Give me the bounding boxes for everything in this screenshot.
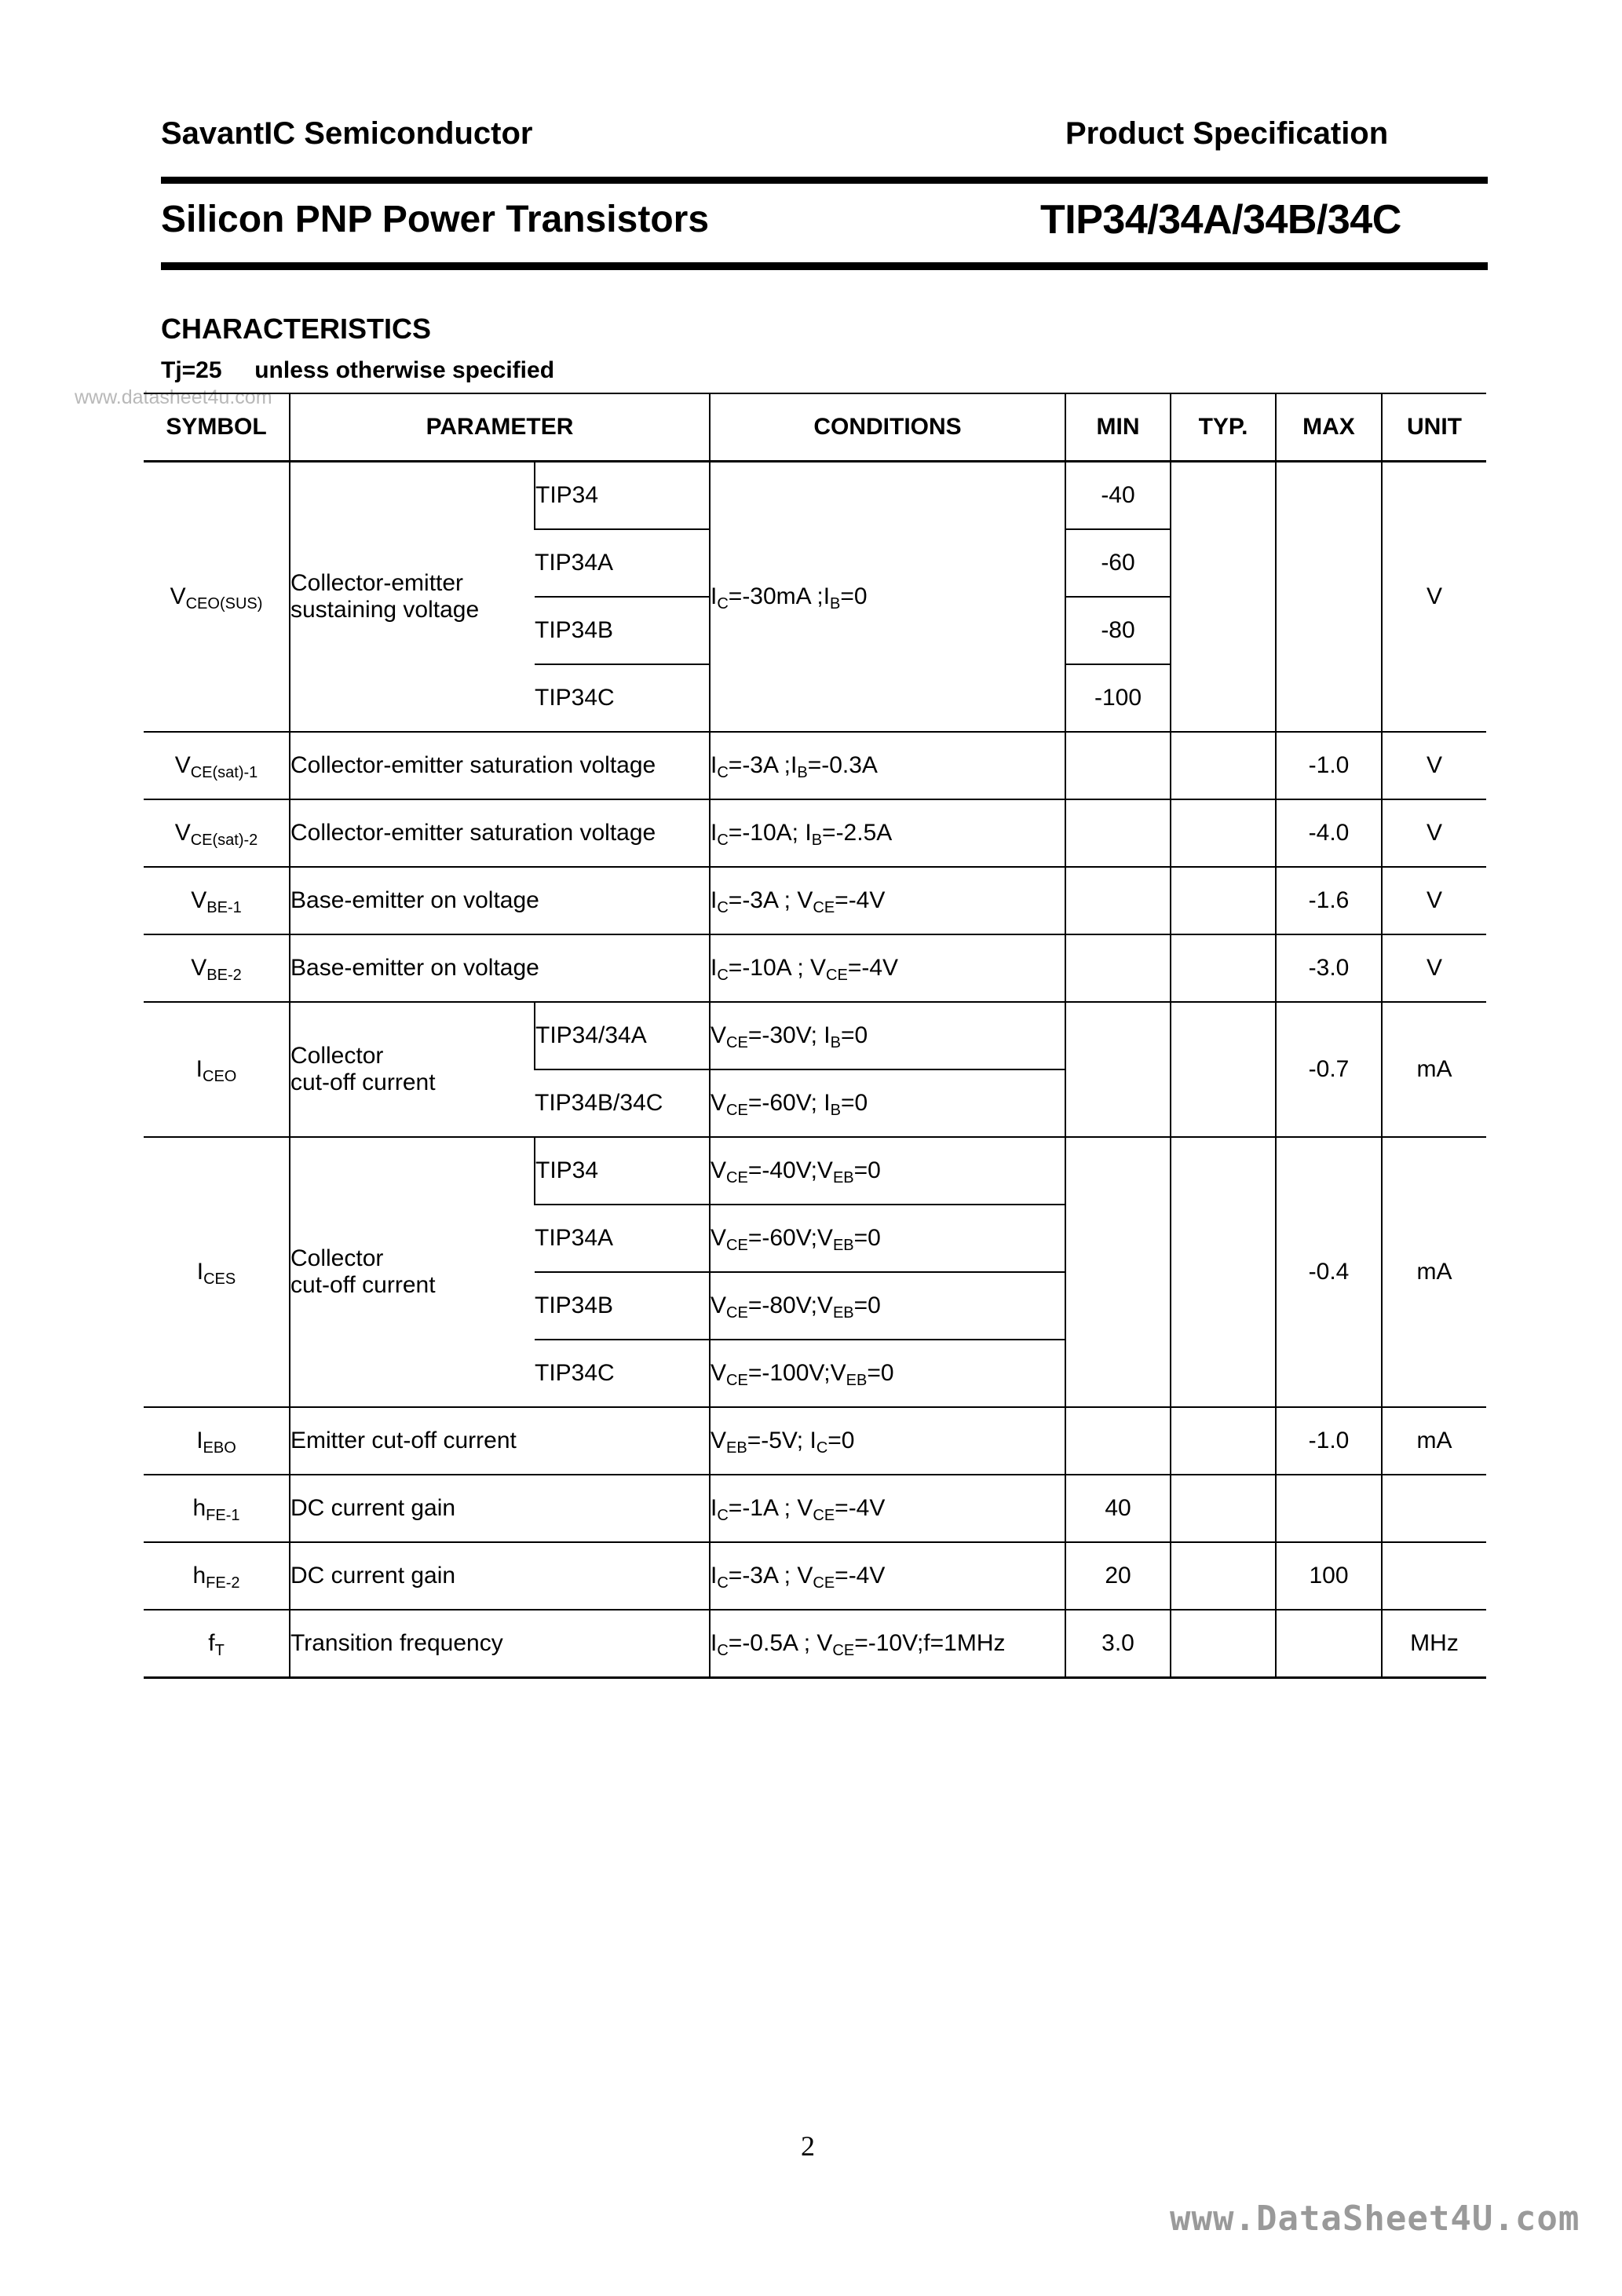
doc-type: Product Specification bbox=[1065, 116, 1389, 151]
table-row bbox=[144, 934, 1486, 1002]
symbol-cell: $V_{CEO(SUS)}$ bbox=[144, 462, 290, 733]
variant-cell: TIP34C bbox=[535, 664, 710, 732]
table-row bbox=[144, 799, 1486, 867]
parameter-cell: Collector cut-off current bbox=[290, 1137, 535, 1407]
symbol-cell: $h_{FE-1}$ bbox=[144, 1475, 290, 1542]
conditions-cell: $I_C=-0.5A$ ; $V_{CE}=-10V;f=1MHz$ bbox=[710, 1610, 1065, 1678]
variant-cell: TIP34 bbox=[535, 462, 710, 530]
conditions-cell: $V_{CE}=-80V;V_{EB}=0$ bbox=[710, 1272, 1065, 1340]
max-cell bbox=[1276, 462, 1382, 733]
symbol-cell: $V_{BE-2}$ bbox=[144, 934, 290, 1002]
col-header-unit: UNIT bbox=[1382, 393, 1486, 462]
typ-cell bbox=[1171, 1610, 1276, 1678]
variant-cell: TIP34 bbox=[535, 1137, 710, 1205]
max-cell: -0.4 bbox=[1276, 1137, 1382, 1407]
min-cell: -60 bbox=[1065, 529, 1171, 597]
parameter-cell: Collector-emitter saturation voltage bbox=[290, 799, 710, 867]
typ-cell bbox=[1171, 462, 1276, 733]
table-header-row bbox=[144, 393, 1486, 462]
col-header-parameter: PARAMETER bbox=[290, 393, 710, 462]
conditions-cell: $I_C=-1A$ ; $V_{CE}=-4V$ bbox=[710, 1475, 1065, 1542]
max-cell: -1.0 bbox=[1276, 732, 1382, 799]
typ-cell bbox=[1171, 934, 1276, 1002]
min-cell: -40 bbox=[1065, 462, 1171, 530]
table-row bbox=[144, 1407, 1486, 1475]
table-row bbox=[144, 732, 1486, 799]
col-header-symbol: SYMBOL bbox=[144, 393, 290, 462]
unit-cell: V bbox=[1382, 934, 1486, 1002]
max-cell: -4.0 bbox=[1276, 799, 1382, 867]
symbol-cell: $I_{CEO}$ bbox=[144, 1002, 290, 1137]
parameter-cell: Collector-emitter sustaining voltage bbox=[290, 462, 535, 733]
symbol-cell: $I_{EBO}$ bbox=[144, 1407, 290, 1475]
table-row bbox=[144, 1475, 1486, 1542]
min-cell: 20 bbox=[1065, 1542, 1171, 1610]
conditions-cell: $V_{CE}=-40V;V_{EB}=0$ bbox=[710, 1137, 1065, 1205]
typ-cell bbox=[1171, 1542, 1276, 1610]
table-row bbox=[144, 1137, 1486, 1205]
min-cell bbox=[1065, 1407, 1171, 1475]
col-header-typ: TYP. bbox=[1171, 393, 1276, 462]
conditions-cell: $V_{CE}=-60V$; $I_B=0$ bbox=[710, 1069, 1065, 1137]
unit-cell bbox=[1382, 1475, 1486, 1542]
min-cell bbox=[1065, 867, 1171, 934]
section-title: CHARACTERISTICS bbox=[161, 313, 432, 345]
max-cell: -0.7 bbox=[1276, 1002, 1382, 1137]
typ-cell bbox=[1171, 732, 1276, 799]
variant-cell: TIP34A bbox=[535, 529, 710, 597]
table-row bbox=[144, 867, 1486, 934]
unit-cell: mA bbox=[1382, 1002, 1486, 1137]
col-header-min: MIN bbox=[1065, 393, 1171, 462]
unit-cell: V bbox=[1382, 799, 1486, 867]
parameter-cell: DC current gain bbox=[290, 1475, 710, 1542]
typ-cell bbox=[1171, 1137, 1276, 1407]
max-cell: -1.6 bbox=[1276, 867, 1382, 934]
conditions-cell: $I_C=-3A$ ; $V_{CE}=-4V$ bbox=[710, 1542, 1065, 1610]
col-header-max: MAX bbox=[1276, 393, 1382, 462]
conditions-cell: $V_{CE}=-60V;V_{EB}=0$ bbox=[710, 1205, 1065, 1272]
unit-cell bbox=[1382, 1542, 1486, 1610]
parameter-cell: Base-emitter on voltage bbox=[290, 867, 710, 934]
conditions-cell: $V_{CE}=-30V$; $I_B=0$ bbox=[710, 1002, 1065, 1069]
unit-cell: V bbox=[1382, 462, 1486, 733]
symbol-cell: $I_{CES}$ bbox=[144, 1137, 290, 1407]
min-cell: 3.0 bbox=[1065, 1610, 1171, 1678]
typ-cell bbox=[1171, 799, 1276, 867]
conditions-cell: $V_{EB}=-5V$; $I_C=0$ bbox=[710, 1407, 1065, 1475]
company-name: SavantIC Semiconductor bbox=[161, 116, 533, 151]
symbol-cell: $V_{CE(sat)-1}$ bbox=[144, 732, 290, 799]
parameter-cell: Emitter cut-off current bbox=[290, 1407, 710, 1475]
max-cell bbox=[1276, 1475, 1382, 1542]
footer-site-link[interactable]: www.DataSheet4U.com bbox=[1170, 2199, 1580, 2239]
section-condition: Tj=25 unless otherwise specified bbox=[161, 357, 555, 383]
parameter-cell: Collector cut-off current bbox=[290, 1002, 535, 1137]
conditions-cell: $I_C=-3A$ $;I_B=-0.3A$ bbox=[710, 732, 1065, 799]
header-rule-top bbox=[161, 177, 1488, 184]
parameter-cell: Base-emitter on voltage bbox=[290, 934, 710, 1002]
max-cell: 100 bbox=[1276, 1542, 1382, 1610]
watermark: www.datasheet4u.com bbox=[75, 386, 272, 408]
parameter-cell: Collector-emitter saturation voltage bbox=[290, 732, 710, 799]
max-cell: -1.0 bbox=[1276, 1407, 1382, 1475]
unit-cell: mA bbox=[1382, 1407, 1486, 1475]
part-numbers: TIP34/34A/34B/34C bbox=[1040, 197, 1401, 243]
unit-cell: mA bbox=[1382, 1137, 1486, 1407]
min-cell bbox=[1065, 1002, 1171, 1137]
variant-cell: TIP34C bbox=[535, 1340, 710, 1407]
unit-cell: MHz bbox=[1382, 1610, 1486, 1678]
symbol-cell: $V_{CE(sat)-2}$ bbox=[144, 799, 290, 867]
variant-cell: TIP34/34A bbox=[535, 1002, 710, 1069]
characteristics-table bbox=[144, 393, 1486, 1679]
conditions-cell: $V_{CE}=-100V;V_{EB}=0$ bbox=[710, 1340, 1065, 1407]
typ-cell bbox=[1171, 867, 1276, 934]
typ-cell bbox=[1171, 1407, 1276, 1475]
symbol-cell: $f_T$ bbox=[144, 1610, 290, 1678]
document-title: Silicon PNP Power Transistors bbox=[161, 199, 710, 240]
page-number: 2 bbox=[801, 2130, 815, 2162]
min-cell bbox=[1065, 1137, 1171, 1407]
table-row bbox=[144, 1002, 1486, 1069]
header-rule-bottom bbox=[161, 262, 1488, 270]
typ-cell bbox=[1171, 1002, 1276, 1137]
parameter-cell: DC current gain bbox=[290, 1542, 710, 1610]
min-cell: -100 bbox=[1065, 664, 1171, 732]
parameter-cell: Transition frequency bbox=[290, 1610, 710, 1678]
conditions-cell: $I_C=-30mA$ $;I_B=0$ bbox=[710, 462, 1065, 733]
table-row bbox=[144, 1542, 1486, 1610]
variant-cell: TIP34A bbox=[535, 1205, 710, 1272]
conditions-cell: $I_C=-10A$ ; $V_{CE}=-4V$ bbox=[710, 934, 1065, 1002]
min-cell bbox=[1065, 934, 1171, 1002]
unit-cell: V bbox=[1382, 867, 1486, 934]
variant-cell: TIP34B bbox=[535, 1272, 710, 1340]
min-cell bbox=[1065, 732, 1171, 799]
conditions-cell: $I_C=-3A$ ; $V_{CE}=-4V$ bbox=[710, 867, 1065, 934]
col-header-conditions: CONDITIONS bbox=[710, 393, 1065, 462]
unit-cell: V bbox=[1382, 732, 1486, 799]
conditions-cell: $I_C=-10A$; $I_B=-2.5A$ bbox=[710, 799, 1065, 867]
table-row bbox=[144, 1610, 1486, 1678]
variant-cell: TIP34B bbox=[535, 597, 710, 664]
max-cell bbox=[1276, 1610, 1382, 1678]
table-row bbox=[144, 462, 1486, 530]
symbol-cell: $V_{BE-1}$ bbox=[144, 867, 290, 934]
min-cell: -80 bbox=[1065, 597, 1171, 664]
max-cell: -3.0 bbox=[1276, 934, 1382, 1002]
min-cell: 40 bbox=[1065, 1475, 1171, 1542]
typ-cell bbox=[1171, 1475, 1276, 1542]
min-cell bbox=[1065, 799, 1171, 867]
variant-cell: TIP34B/34C bbox=[535, 1069, 710, 1137]
symbol-cell: $h_{FE-2}$ bbox=[144, 1542, 290, 1610]
